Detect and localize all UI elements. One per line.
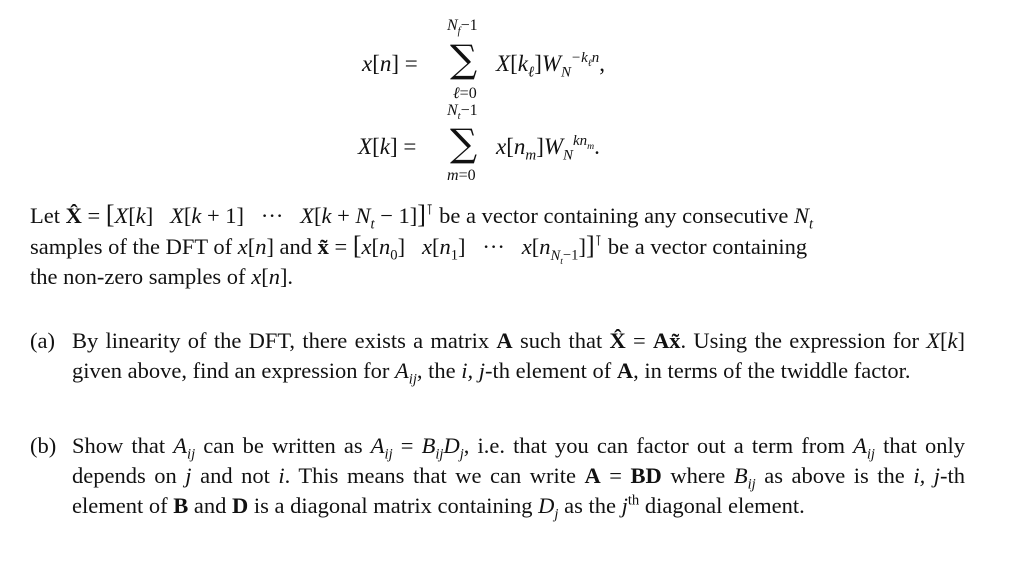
paragraph-line-3: the non-zero samples of x[n]. — [30, 264, 294, 289]
eq1-upper-limit: $N_f-1$ — [447, 17, 478, 38]
eq1-sum-symbol: ∑ — [450, 37, 478, 81]
eq2-rhs: $x[n_m]W_N^{kn_m}$. — [496, 133, 600, 164]
part-b-label: (b) — [30, 433, 57, 458]
part-b-text: Show that $A_{ij}$ can be written as $A_{ij} = B_{ij}D_j$, i.e. that you can factor out a term from $A_{ij}$ that only depends on j and not i. This means that we can write A = BD where $B_{ij}$ as above is the i, j-th element of B and D is a diagonal matrix containing $D_j$ as the $j^{th}$ diagonal element. — [72, 433, 966, 523]
question-part-a — [30, 326, 965, 386]
part-a-label: (a) — [30, 328, 55, 353]
eq2-upper-limit: $N_t-1$ — [447, 102, 478, 123]
eq2-sum-symbol: ∑ — [450, 121, 478, 165]
eq1-rhs: $X[k_\ell]W_N^{-k_\ell n}$, — [496, 50, 605, 81]
eq2-lhs: X[k] = — [358, 134, 417, 159]
definition-paragraph — [30, 200, 970, 292]
eq1-lhs: x[n] = — [362, 51, 418, 76]
eq2-lower-limit: m=0 — [447, 167, 476, 184]
eq1-lower-limit: ℓ=0 — [453, 85, 477, 102]
part-a-text: By linearity of the DFT, there exists a matrix A such that X̂ = Ax̃. Using the expression for X[k] given above, find an expression for $A_{ij}$, the i, j-th element of A, in terms of the twiddle factor. — [72, 328, 965, 388]
question-part-b — [30, 431, 965, 521]
paragraph-line-1: Let X̂ = [X[k] X[k + 1] ··· $X[k + N_t - 1]]^⊺$ be a vector containing any consecutive $N_t$ — [30, 200, 814, 233]
paragraph-line-2: samples of the DFT of x[n] and x̃ = [$x[n_0]$ $x[n_1]$ ··· $x[n_{N_t-1}]]^⊺$ be a vector containing — [30, 231, 808, 267]
